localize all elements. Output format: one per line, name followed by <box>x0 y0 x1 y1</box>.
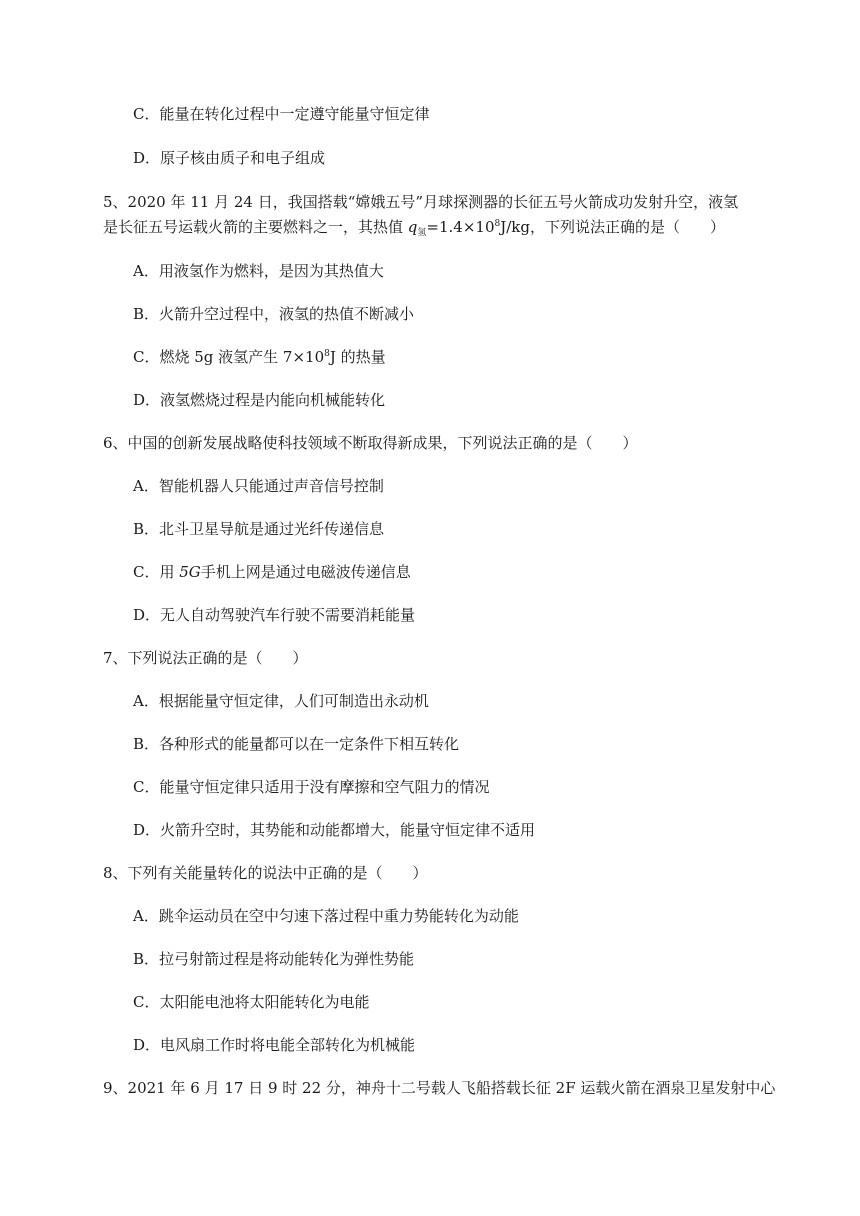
prev-option-c: C．能量在转化过程中一定遵守能量守恒定律 <box>133 105 430 123</box>
q5-line2-post: J/kg，下列说法正确的是（ ） <box>500 218 725 236</box>
q5-heat-subscript: 氢 <box>417 228 427 238</box>
question-6-option-d: D．无人自动驾驶汽车行驶不需要消耗能量 <box>133 606 416 624</box>
q5-c-exponent: 8 <box>324 349 330 359</box>
question-5-option-b: B．火箭升空过程中，液氢的热值不断减小 <box>133 305 415 323</box>
question-8-option-b: B．拉弓射箭过程是将动能转化为弹性势能 <box>133 950 415 968</box>
q5-exponent: 8 <box>494 219 501 229</box>
question-7-option-b: B．各种形式的能量都可以在一定条件下相互转化 <box>133 735 460 753</box>
q5-c-post: J 的热量 <box>329 348 386 366</box>
question-6-stem: 6、中国的创新发展战略使科技领域不断取得新成果，下列说法正确的是（ ） <box>103 434 638 452</box>
question-7-option-d: D．火箭升空时，其势能和动能都增大，能量守恒定律不适用 <box>133 821 536 839</box>
question-8-option-d: D．电风扇工作时将电能全部转化为机械能 <box>133 1036 416 1054</box>
question-5-option-a: A．用液氢作为燃料，是因为其热值大 <box>133 262 384 280</box>
question-5-stem-line1: 5、2020 年 11 月 24 日，我国搭载“嫦娥五号”月球探测器的长征五号火箭成功发射升空，液氢 <box>103 193 739 211</box>
question-8-option-a: A．跳伞运动员在空中匀速下落过程中重力势能转化为动能 <box>133 907 519 925</box>
q5-line2-pre: 是长征五号运载火箭的主要燃料之一，其热值 <box>103 218 408 236</box>
question-7-stem: 7、下列说法正确的是（ ） <box>103 649 308 667</box>
question-5-option-d: D．液氢燃烧过程是内能向机械能转化 <box>133 391 386 409</box>
question-6-option-c <box>133 562 411 582</box>
q5-heat-symbol: q <box>407 218 418 236</box>
question-7-option-a: A．根据能量守恒定律，人们可制造出永动机 <box>133 692 429 710</box>
q5-line2-mid: =1.4×10 <box>426 218 495 236</box>
question-7-option-c: C．能量守恒定律只适用于没有摩擦和空气阻力的情况 <box>133 778 490 796</box>
q6-c-post: 手机上网是通过电磁波传递信息 <box>200 563 411 581</box>
question-8-stem: 8、下列有关能量转化的说法中正确的是（ ） <box>103 864 428 882</box>
q6-c-pre: C．用 <box>133 563 180 581</box>
q5-c-pre: C．燃烧 5g 液氢产生 7×10 <box>133 348 325 366</box>
question-6-option-b: B．北斗卫星导航是通过光纤传递信息 <box>133 520 385 538</box>
question-9-stem-line1: 9、2021 年 6 月 17 日 9 时 22 分，神舟十二号载人飞船搭载长征 2F 运载火箭在酒泉卫星发射中心 <box>103 1079 776 1097</box>
q6-c-5g: 5G <box>179 563 201 581</box>
question-8-option-c: C．太阳能电池将太阳能转化为电能 <box>133 993 370 1011</box>
question-5-stem-line2 <box>103 217 725 237</box>
question-5-option-c <box>133 347 386 367</box>
prev-option-d: D．原子核由质子和电子组成 <box>133 149 326 167</box>
question-6-option-a: A．智能机器人只能通过声音信号控制 <box>133 477 384 495</box>
